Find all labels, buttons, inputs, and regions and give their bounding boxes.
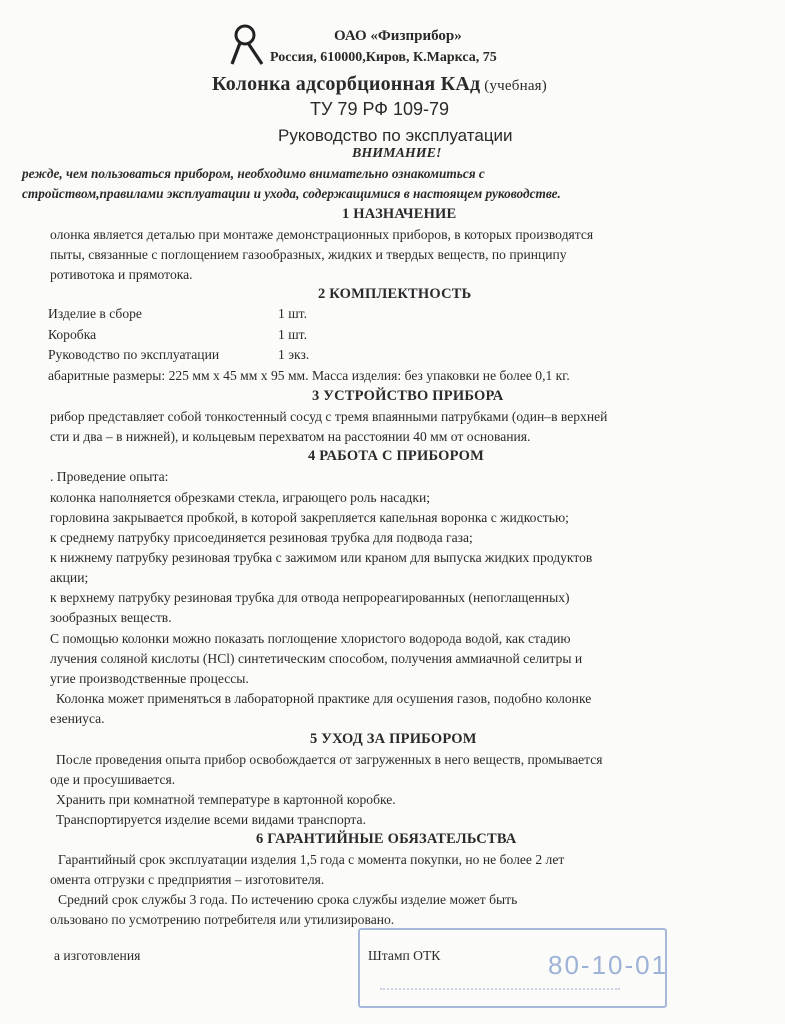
- section-4-line: Колонка может применяться в лабораторной практике для осушения газов, подобно колонке: [56, 691, 592, 706]
- section-6-line: ользовано по усмотрению потребителя или утилизировано.: [50, 912, 395, 927]
- kit-item-name: Руководство по эксплуатации: [48, 347, 220, 362]
- section-4-line: к верхнему патрубку резиновая трубка для отвода непрореагированных (непоглащенных): [50, 590, 570, 605]
- section-3-heading: 3 УСТРОЙСТВО ПРИБОРА: [312, 388, 504, 404]
- section-1-heading: 1 НАЗНАЧЕНИЕ: [342, 206, 457, 222]
- section-6-line: омента отгрузки с предприятия – изготовителя.: [50, 872, 325, 887]
- section-4-line: угие производственные процессы.: [50, 671, 249, 686]
- section-1-line: ротивотока и прямотока.: [50, 267, 193, 282]
- warning-line: стройством,правилами эксплуатации и ухода, содержащимися в настоящем руководстве.: [22, 186, 561, 201]
- section-4-line: к нижнему патрубку резиновая трубка с зажимом или краном для выпуска жидких продуктов: [50, 550, 593, 565]
- section-5-line: Транспортируется изделие всеми видами транспорта.: [56, 812, 366, 827]
- section-6-line: Гарантийный срок эксплуатации изделия 1,5 года с момента покупки, но не более 2 лет: [58, 852, 565, 867]
- tu-number: ТУ 79 РФ 109-79: [310, 99, 449, 119]
- section-4-line: . Проведение опыта:: [50, 469, 169, 484]
- section-4-line: лучения соляной кислоты (HCl) синтетическим способом, получения аммиачной селитры и: [50, 651, 583, 666]
- section-5-line: Хранить при комнатной температуре в картонной коробке.: [56, 792, 396, 807]
- title-sub: (учебная): [480, 78, 547, 94]
- title-main: Колонка адсорбционная КАд: [212, 73, 481, 95]
- kit-item-qty: 1 шт.: [278, 327, 307, 342]
- company-logo: [228, 22, 268, 68]
- section-5-line: После проведения опыта прибор освобождается от загруженных в него веществ, промывается: [56, 752, 603, 767]
- section-4-line: зообразных веществ.: [50, 610, 172, 625]
- section-1-line: пыты, связанные с поглощением газообразных, жидких и твердых веществ, по принципу: [50, 247, 567, 262]
- section-6-heading: 6 ГАРАНТИЙНЫЕ ОБЯЗАТЕЛЬСТВА: [256, 831, 517, 847]
- guide-title: Руководство по эксплуатации: [278, 126, 513, 145]
- org-address: Россия, 610000,Киров, К.Маркса, 75: [270, 50, 497, 65]
- kit-item-name: Коробка: [48, 327, 97, 342]
- section-4-line: езениуса.: [50, 711, 105, 726]
- section-6-line: Средний срок службы 3 года. По истечению срока службы изделие может быть: [58, 892, 518, 907]
- org-name: ОАО «Физприбор»: [334, 28, 462, 44]
- document-title: [212, 73, 547, 96]
- warning-title: ВНИМАНИЕ!: [352, 146, 442, 161]
- manufacture-date-label: а изготовления: [54, 948, 141, 963]
- section-1-line: олонка является деталью при монтаже демонстрационных приборов, в которых производятся: [50, 227, 594, 242]
- section-4-line: горловина закрывается пробкой, в которой закрепляется капельная воронка с жидкостью;: [50, 510, 569, 525]
- section-4-heading: 4 РАБОТА С ПРИБОРОМ: [308, 448, 484, 464]
- otk-stamp-label: Штамп ОТК: [368, 948, 441, 963]
- section-3-line: сти и два – в нижней), и кольцевым перехватом на расстоянии 40 мм от основания.: [50, 429, 531, 444]
- kit-item-name: Изделие в сборе: [48, 306, 142, 321]
- section-4-line: колонка наполняется обрезками стекла, играющего роль насадки;: [50, 490, 431, 505]
- otk-stamp-decoration: [380, 988, 620, 998]
- otk-stamp-text: 80-10-01: [548, 950, 669, 980]
- section-4-line: к среднему патрубку присоединяется резиновая трубка для подвода газа;: [50, 530, 473, 545]
- section-5-line: оде и просушивается.: [50, 772, 176, 787]
- section-3-line: рибор представляет собой тонкостенный сосуд с тремя впаянными патрубками (один–в верхней: [50, 409, 608, 424]
- kit-item-qty: 1 шт.: [278, 306, 307, 321]
- dimensions-line: абаритные размеры: 225 мм x 45 мм x 95 мм. Масса изделия: без упаковки не более 0,1 кг.: [48, 368, 570, 383]
- kit-item-qty: 1 экз.: [278, 347, 310, 362]
- section-5-heading: 5 УХОД ЗА ПРИБОРОМ: [310, 731, 477, 747]
- warning-line: режде, чем пользоваться прибором, необходимо внимательно ознакомиться с: [22, 166, 485, 181]
- section-4-line: акции;: [50, 570, 89, 585]
- section-4-line: С помощью колонки можно показать поглощение хлористого водорода водой, как стадию: [50, 631, 571, 646]
- section-2-heading: 2 КОМПЛЕКТНОСТЬ: [318, 286, 472, 302]
